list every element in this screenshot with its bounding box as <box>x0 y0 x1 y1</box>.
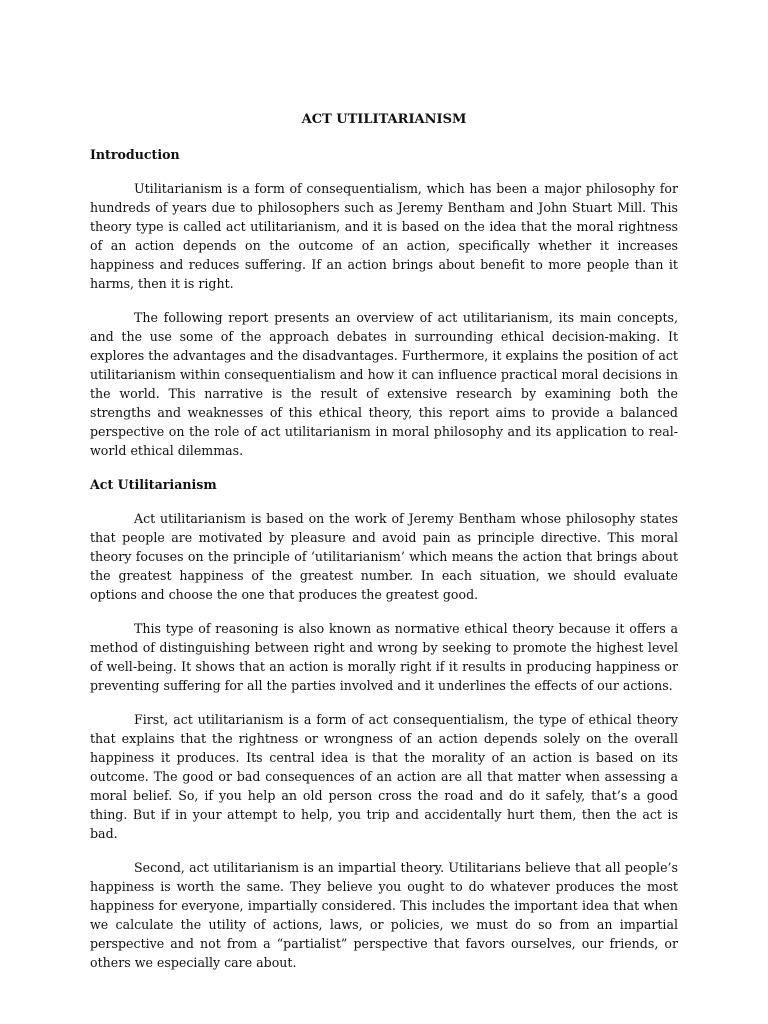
section-heading-introduction: Introduction <box>90 147 180 162</box>
paragraph: The following report presents an overview of act utilitarianism, its main concepts, and the use some of the approach debates in surrounding ethical decision-making. It explores the advantages and the disadvantages. Furthermore, it explains the position of act utilitarianism within consequentialism and how it can influence practical moral decisions in the world. This narrative is the result of extensive research by examining both the strengths and weaknesses of this ethical theory, this report aims to provide a balanced perspective on the role of act utilitarianism in moral philosophy and its application to real-world ethical dilemmas. <box>90 310 678 458</box>
paragraph: This type of reasoning is also known as normative ethical theory because it offers a method of distinguishing between right and wrong by seeking to promote the highest level of well-being. It shows that an action is morally right if it results in producing happiness or preventing suffering for all the parties involved and it underlines the effects of our actions. <box>90 621 678 693</box>
document-page <box>90 110 678 972</box>
paragraph: First, act utilitarianism is a form of act consequentialism, the type of ethical theory that explains that the rightness or wrongness of an action depends solely on the overall happiness it produces. Its central idea is that the morality of an action is based on its outcome. The good or bad consequences of an action are all that matter when assessing a moral belief. So, if you help an old person cross the road and do it safely, that’s a good thing. But if in your attempt to help, you trip and accidentally hurt them, then the act is bad. <box>90 712 678 841</box>
paragraph: Second, act utilitarianism is an impartial theory. Utilitarians believe that all people’s happiness is worth the same. They believe you ought to do whatever produces the most happiness for everyone, impartially considered. This includes the important idea that when we calculate the utility of actions, laws, or policies, we must do so from an impartial perspective and not from a “partialist” perspective that favors ourselves, our friends, or others we especially care about. <box>90 860 678 970</box>
document-title: ACT UTILITARIANISM <box>301 112 467 127</box>
section-heading-act-utilitarianism: Act Utilitarianism <box>90 477 217 492</box>
paragraph: Utilitarianism is a form of consequentialism, which has been a major philosophy for hundreds of years due to philosophers such as Jeremy Bentham and John Stuart Mill. This theory type is called act utilitarianism, and it is based on the idea that the moral rightness of an action depends on the outcome of an action, specifically whether it increases happiness and reduces suffering. If an action brings about benefit to more people than it harms, then it is right. <box>90 181 678 291</box>
paragraph: Act utilitarianism is based on the work of Jeremy Bentham whose philosophy states that people are motivated by pleasure and avoid pain as principle directive. This moral theory focuses on the principle of ‘utilitarianism’ which means the action that brings about the greatest happiness of the greatest number. In each situation, we should evaluate options and choose the one that produces the greatest good. <box>90 511 678 602</box>
